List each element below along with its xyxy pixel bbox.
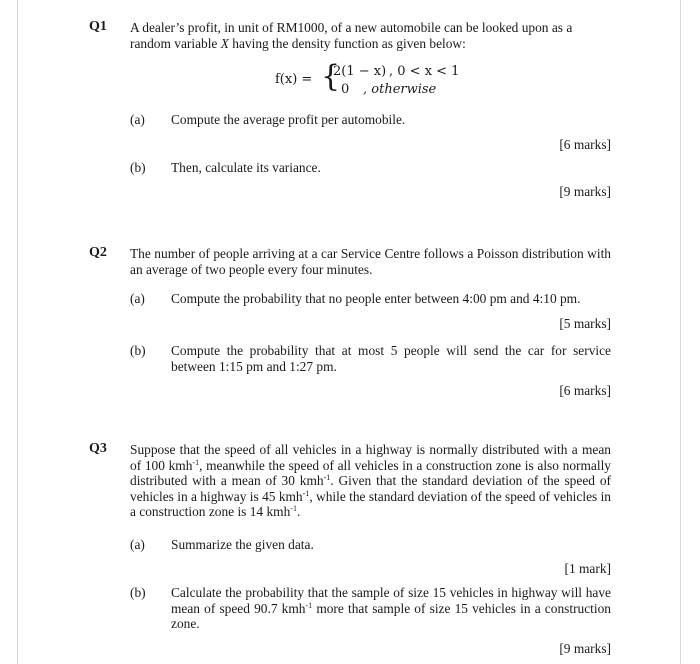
q2-b-label: (b) <box>130 343 146 358</box>
q1-intro-line1: A dealer’s profit, in unit of RM1000, of a new automobile can be looked upon as a <box>130 20 573 35</box>
q3-a-marks: [1 mark] <box>564 561 611 576</box>
q1-eq-case2-cond: , otherwise <box>363 82 437 97</box>
q1-a-text: Compute the average profit per automobile. <box>171 112 406 127</box>
q2-a-text: Compute the probability that no people enter between 4:00 pm and 4:10 pm. <box>171 291 581 306</box>
q2-intro: The number of people arriving at a car Service Centre follows a Poisson distribution with an average of two people every four minutes. <box>130 246 611 277</box>
q3-a-label: (a) <box>130 537 145 552</box>
q3-b-marks: [9 marks] <box>559 641 611 656</box>
q3-b-label: (b) <box>130 585 146 600</box>
q1-eq-case1-cond: , 0 < x < 1 <box>389 64 460 79</box>
q1-number: Q1 <box>89 19 107 34</box>
q2-number: Q2 <box>89 245 107 260</box>
q3-b-text: Calculate the probability that the sample of size 15 vehicles in highway will have mean of speed 90.7 kmh$^{-1}$ more that sample of size 15 vehicles in a construction zone. <box>171 585 611 631</box>
q1-eq-lhs: f(x) = <box>275 72 313 87</box>
q1-intro-line2: random variable X having the density function as given below: <box>130 36 466 51</box>
q1-eq-case1-expr: 2(1 − x) <box>333 64 387 79</box>
q1-eq-brace: { <box>321 59 341 94</box>
q1-b-label: (b) <box>130 160 146 175</box>
q2-a-marks: [5 marks] <box>559 316 611 331</box>
q3-intro: Suppose that the speed of all vehicles in a highway is normally distributed with a mean of 100 kmh$^{-1}$, meanwhile the speed of all vehicles in a construction zone is also normally distributed with a mean of 30 kmh$^{-1}$. Given that the standard deviation of the speed of vehicles in a highway is 45 kmh$^{-1}$, while the standard deviation of the speed of vehicles in a construction zone is 14 kmh$^{-1}$. <box>130 442 612 519</box>
q3-a-text: Summarize the given data. <box>171 537 314 552</box>
q2-b-text: Compute the probability that at most 5 people will send the car for service between 1:15 pm and 1:27 pm. <box>171 343 611 374</box>
q1-eq-case2-expr: 0 <box>341 82 350 97</box>
q1-b-marks: [9 marks] <box>559 184 611 199</box>
q1-b-text: Then, calculate its variance. <box>171 160 321 175</box>
q1-a-label: (a) <box>130 112 145 127</box>
q3-number: Q3 <box>89 441 107 456</box>
q2-a-label: (a) <box>130 291 145 306</box>
q1-a-marks: [6 marks] <box>559 137 611 152</box>
q2-b-marks: [6 marks] <box>559 383 611 398</box>
